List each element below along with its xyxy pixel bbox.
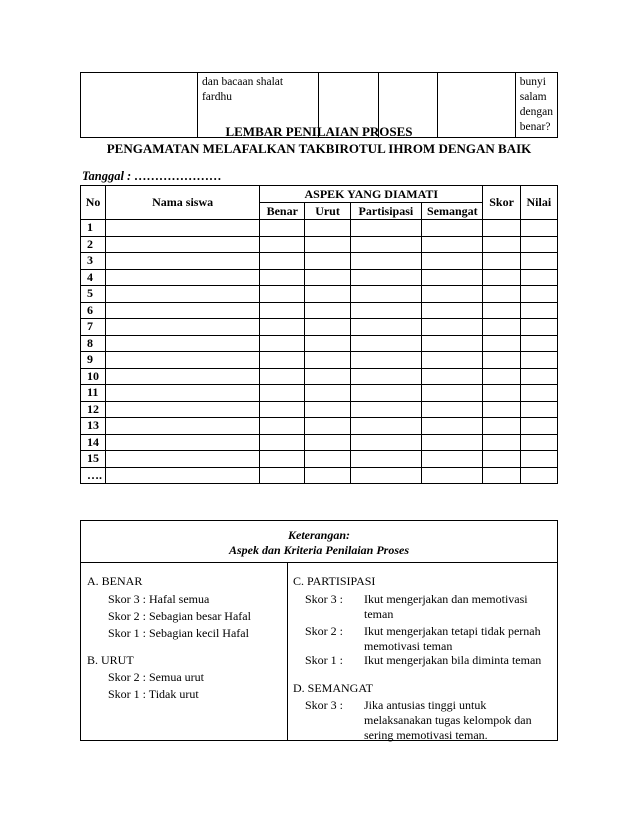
row-number: 8 <box>81 335 106 352</box>
table-cell <box>483 286 520 303</box>
row-number: 12 <box>81 401 106 418</box>
table-cell <box>520 253 557 270</box>
table-cell <box>260 451 305 468</box>
table-cell <box>106 253 260 270</box>
keterangan-header <box>81 521 557 563</box>
row-number: 11 <box>81 385 106 402</box>
table-cell <box>483 253 520 270</box>
table-cell <box>520 451 557 468</box>
table-cell <box>350 319 421 336</box>
column-divider <box>287 562 288 740</box>
table-cell <box>305 253 350 270</box>
table-cell <box>260 319 305 336</box>
table-cell <box>260 269 305 286</box>
table-cell <box>520 467 557 484</box>
table-cell <box>483 319 520 336</box>
criteria-text: teman <box>364 607 394 621</box>
table-cell <box>305 467 350 484</box>
criteria-text: sering memotivasi teman. <box>364 728 488 742</box>
table-row <box>81 335 558 352</box>
table-cell <box>260 302 305 319</box>
table-cell <box>422 253 483 270</box>
table-cell <box>350 467 421 484</box>
criteria-line: Skor 2 : Semua urut <box>108 670 204 684</box>
table-cell <box>305 269 350 286</box>
table-row <box>81 467 558 484</box>
table-cell <box>350 418 421 435</box>
table-cell <box>260 335 305 352</box>
table-row <box>81 286 558 303</box>
table-cell <box>350 385 421 402</box>
keterangan-subtitle: Aspek dan Kriteria Penilaian Proses <box>228 543 410 557</box>
table-cell <box>520 368 557 385</box>
table-cell <box>422 368 483 385</box>
table-row <box>81 368 558 385</box>
table-cell <box>350 335 421 352</box>
table-cell <box>305 434 350 451</box>
table-cell <box>106 269 260 286</box>
table-cell <box>483 368 520 385</box>
table-cell <box>106 467 260 484</box>
table-cell <box>260 385 305 402</box>
table-cell <box>106 220 260 237</box>
criteria-text: Ikut mengerjakan tetapi tidak pernah <box>364 624 541 638</box>
criteria-label: Skor 3 : <box>305 698 344 712</box>
table-cell <box>483 302 520 319</box>
row-number: 2 <box>81 236 106 253</box>
table-cell <box>350 451 421 468</box>
table-row <box>81 418 558 435</box>
table-cell <box>520 319 557 336</box>
criteria-line: Skor 1 : Tidak urut <box>108 687 199 701</box>
table-cell <box>422 418 483 435</box>
header-skor: Skor <box>483 186 520 220</box>
row-number: 5 <box>81 286 106 303</box>
row-number: 4 <box>81 269 106 286</box>
table-cell <box>305 286 350 303</box>
table-cell <box>260 467 305 484</box>
table-row <box>81 269 558 286</box>
table-cell <box>483 236 520 253</box>
header-partisipasi: Partisipasi <box>350 203 421 220</box>
criteria-line: Skor 3 : Hafal semua <box>108 592 210 606</box>
row-number: 13 <box>81 418 106 435</box>
section-b-heading: B. URUT <box>87 653 134 667</box>
table-row <box>81 220 558 237</box>
table-cell <box>350 220 421 237</box>
date-field: Tanggal : ………………… <box>82 169 222 183</box>
table-row <box>81 434 558 451</box>
table-cell <box>520 385 557 402</box>
table-cell <box>483 220 520 237</box>
table-cell <box>422 236 483 253</box>
section-c-heading: C. PARTISIPASI <box>293 574 376 588</box>
table-cell <box>520 302 557 319</box>
table-cell <box>350 286 421 303</box>
table-cell <box>422 352 483 369</box>
table-cell <box>483 385 520 402</box>
cell-text: bunyi salam <box>519 76 547 103</box>
criteria-label: Skor 2 : <box>305 624 344 638</box>
header-benar: Benar <box>260 203 305 220</box>
cell-text: fardhu <box>201 91 232 103</box>
table-cell <box>422 286 483 303</box>
row-number: 6 <box>81 302 106 319</box>
table-cell <box>305 385 350 402</box>
table-cell <box>422 385 483 402</box>
keterangan-box <box>80 520 558 741</box>
criteria-text: memotivasi teman <box>364 639 453 653</box>
table-cell <box>106 335 260 352</box>
table-cell <box>305 451 350 468</box>
row-number: 15 <box>81 451 106 468</box>
table-cell <box>106 286 260 303</box>
table-cell <box>305 220 350 237</box>
table-cell <box>422 220 483 237</box>
table-cell <box>305 368 350 385</box>
table-cell <box>520 335 557 352</box>
table-cell <box>483 401 520 418</box>
table-cell <box>350 401 421 418</box>
table-cell <box>305 401 350 418</box>
row-number: 10 <box>81 368 106 385</box>
table-row <box>81 236 558 253</box>
criteria-text: Ikut mengerjakan bila diminta teman <box>364 653 542 667</box>
table-row <box>81 319 558 336</box>
table-cell <box>422 319 483 336</box>
header-no: No <box>81 186 106 220</box>
section-a-heading: A. BENAR <box>87 574 143 588</box>
table-cell <box>305 236 350 253</box>
table-cell <box>350 269 421 286</box>
table-cell <box>520 286 557 303</box>
table-cell <box>483 434 520 451</box>
table-cell <box>260 418 305 435</box>
table-cell <box>483 418 520 435</box>
page-subtitle: PENGAMATAN MELAFALKAN TAKBIROTUL IHROM DENGAN BAIK <box>106 141 532 156</box>
criteria-text: Jika antusias tinggi untuk <box>364 698 487 712</box>
table-cell <box>422 467 483 484</box>
table-cell <box>350 368 421 385</box>
table-row <box>81 401 558 418</box>
table-row <box>81 253 558 270</box>
table-cell <box>260 352 305 369</box>
header-semangat: Semangat <box>422 203 483 220</box>
table-cell <box>106 368 260 385</box>
table-cell <box>305 418 350 435</box>
table-cell <box>422 269 483 286</box>
criteria-text: melaksanakan tugas kelompok dan <box>364 713 532 727</box>
page-title: LEMBAR PENILAIAN PROSES <box>225 124 413 139</box>
table-cell <box>483 335 520 352</box>
section-d-heading: D. SEMANGAT <box>293 681 374 695</box>
row-number: 14 <box>81 434 106 451</box>
criteria-line: Skor 1 : Sebagian kecil Hafal <box>108 626 249 640</box>
table-cell <box>483 451 520 468</box>
table-cell <box>350 434 421 451</box>
table-cell <box>260 286 305 303</box>
table-cell <box>305 352 350 369</box>
table-cell <box>422 451 483 468</box>
table-cell <box>260 253 305 270</box>
header-nilai: Nilai <box>520 186 557 220</box>
table-cell <box>305 302 350 319</box>
table-row <box>81 385 558 402</box>
table-cell <box>350 352 421 369</box>
table-cell <box>106 434 260 451</box>
table-cell <box>422 335 483 352</box>
table-cell <box>106 352 260 369</box>
table-cell <box>106 401 260 418</box>
row-number: …. <box>81 467 106 484</box>
table-row <box>81 302 558 319</box>
table-cell <box>520 220 557 237</box>
table-cell <box>106 385 260 402</box>
table-cell <box>106 418 260 435</box>
cell-text: dan bacaan shalat <box>201 76 284 88</box>
table-cell <box>520 269 557 286</box>
table-cell <box>520 418 557 435</box>
table-cell <box>422 401 483 418</box>
table-cell <box>350 302 421 319</box>
header-nama-siswa: Nama siswa <box>106 186 260 220</box>
table-cell <box>106 451 260 468</box>
table-cell <box>483 467 520 484</box>
criteria-label: Skor 1 : <box>305 653 344 667</box>
row-number: 7 <box>81 319 106 336</box>
table-cell <box>260 401 305 418</box>
table-cell <box>260 236 305 253</box>
table-cell <box>422 434 483 451</box>
table-cell <box>520 434 557 451</box>
criteria-text: Ikut mengerjakan dan memotivasi <box>364 592 528 606</box>
table-cell <box>106 236 260 253</box>
table-row <box>81 352 558 369</box>
table-cell <box>260 434 305 451</box>
criteria-line: Skor 2 : Sebagian besar Hafal <box>108 609 251 623</box>
table-cell <box>106 319 260 336</box>
criteria-label: Skor 3 : <box>305 592 344 606</box>
table-cell <box>520 352 557 369</box>
table-cell <box>483 269 520 286</box>
table-cell <box>260 220 305 237</box>
table-cell <box>305 319 350 336</box>
keterangan-title: Keterangan: <box>287 528 350 542</box>
header-urut: Urut <box>305 203 350 220</box>
table-cell <box>520 236 557 253</box>
row-number: 3 <box>81 253 106 270</box>
table-cell <box>106 302 260 319</box>
header-aspek: ASPEK YANG DIAMATI <box>260 186 483 203</box>
table-cell <box>483 352 520 369</box>
assessment-table <box>80 185 558 484</box>
row-number: 1 <box>81 220 106 237</box>
table-cell <box>520 401 557 418</box>
cell-text: dengan benar? <box>519 106 553 133</box>
row-number: 9 <box>81 352 106 369</box>
table-cell <box>260 368 305 385</box>
table-cell <box>422 302 483 319</box>
table-cell <box>305 335 350 352</box>
table-cell <box>350 253 421 270</box>
table-row <box>81 451 558 468</box>
table-cell <box>350 236 421 253</box>
